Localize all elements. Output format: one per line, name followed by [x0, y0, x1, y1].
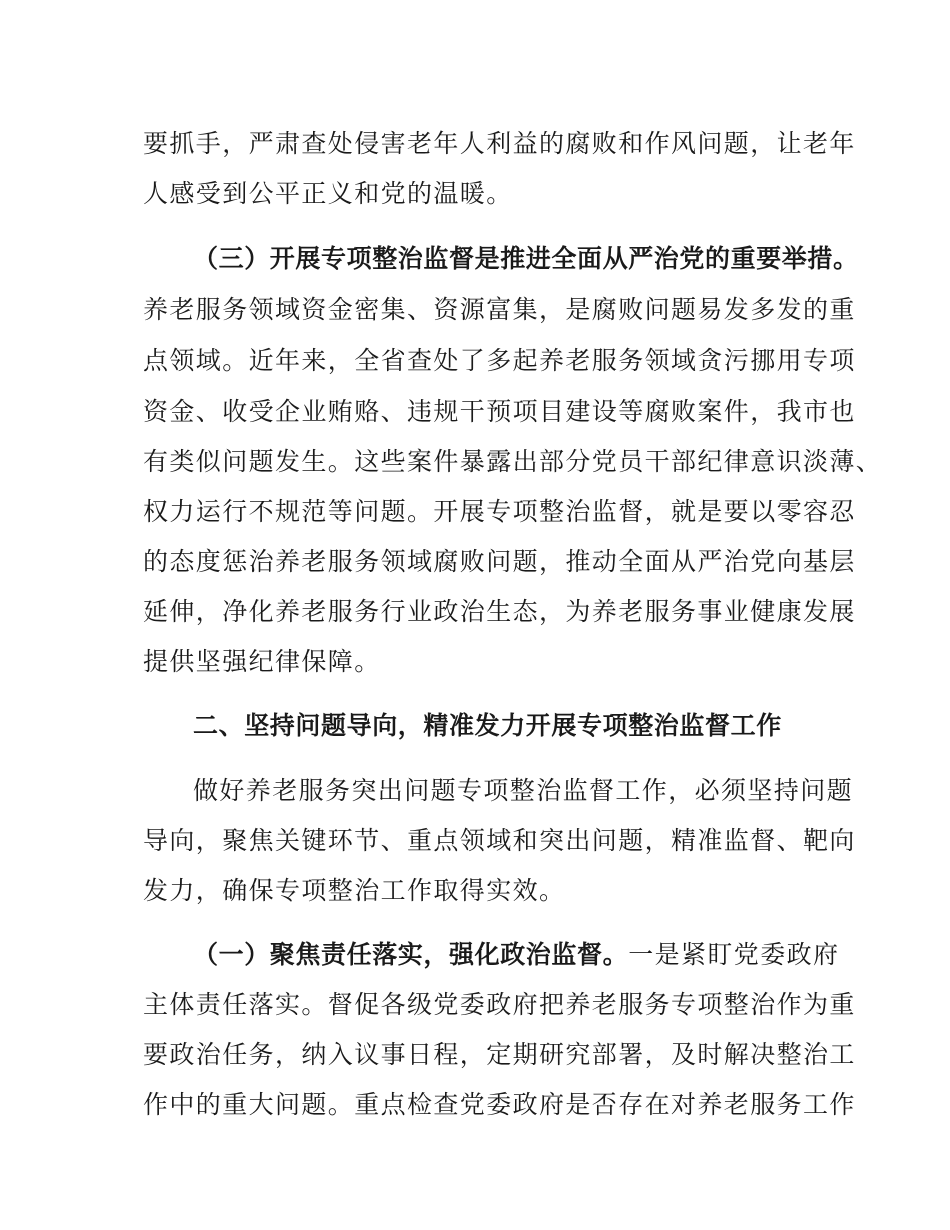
body-text-line: 提供坚强纪律保障。 [143, 647, 381, 676]
subsection-heading: （三）开展专项整治监督是推进全面从严治党的重要举措。 [193, 244, 859, 273]
subsection-line [193, 937, 839, 973]
body-text-line: 养老服务领域资金密集、资源富集，是腐败问题易发多发的重 [143, 295, 856, 324]
body-text-line: 发力，确保专项整治工作取得实效。 [143, 876, 566, 905]
body-text-line: 点领域。近年来，全省查处了多起养老服务领域贪污挪用专项 [143, 346, 856, 375]
body-text-line: 导向，聚焦关键环节、重点领域和突出问题，精准监督、靶向 [143, 826, 856, 855]
section-heading: 二、坚持问题导向，精准发力开展专项整治监督工作 [193, 711, 782, 740]
body-text-line: 有类似问题发生。这些案件暴露出部分党员干部纪律意识淡薄、 [143, 447, 883, 476]
body-text-line: 做好养老服务突出问题专项整治监督工作，必须坚持问题 [193, 776, 854, 805]
body-text-line: 作中的重大问题。重点检查党委政府是否存在对养老服务工作 [143, 1090, 856, 1119]
body-text-line: 资金、收受企业贿赂、违规干预项目建设等腐败案件，我市也 [143, 397, 856, 426]
body-text-line: 要抓手，严肃查处侵害老年人利益的腐败和作风问题，让老年 [143, 129, 856, 158]
body-text-line: 的态度惩治养老服务领域腐败问题，推动全面从严治党向基层 [143, 547, 856, 576]
body-text-line: 人感受到公平正义和党的温暖。 [143, 179, 513, 208]
body-text-line: 延伸，净化养老服务行业政治生态，为养老服务事业健康发展 [143, 597, 856, 626]
body-text-line: 主体责任落实。督促各级党委政府把养老服务专项整治作为重 [143, 990, 856, 1019]
subsection-heading: （一）聚焦责任落实，强化政治监督。 [193, 940, 629, 969]
body-text-line: 权力运行不规范等问题。开展专项整治监督，就是要以零容忍 [143, 497, 856, 526]
body-text-run: 一是紧盯党委政府 [628, 940, 840, 969]
body-text-line: 要政治任务，纳入议事日程，定期研究部署，及时解决整治工 [143, 1040, 856, 1069]
